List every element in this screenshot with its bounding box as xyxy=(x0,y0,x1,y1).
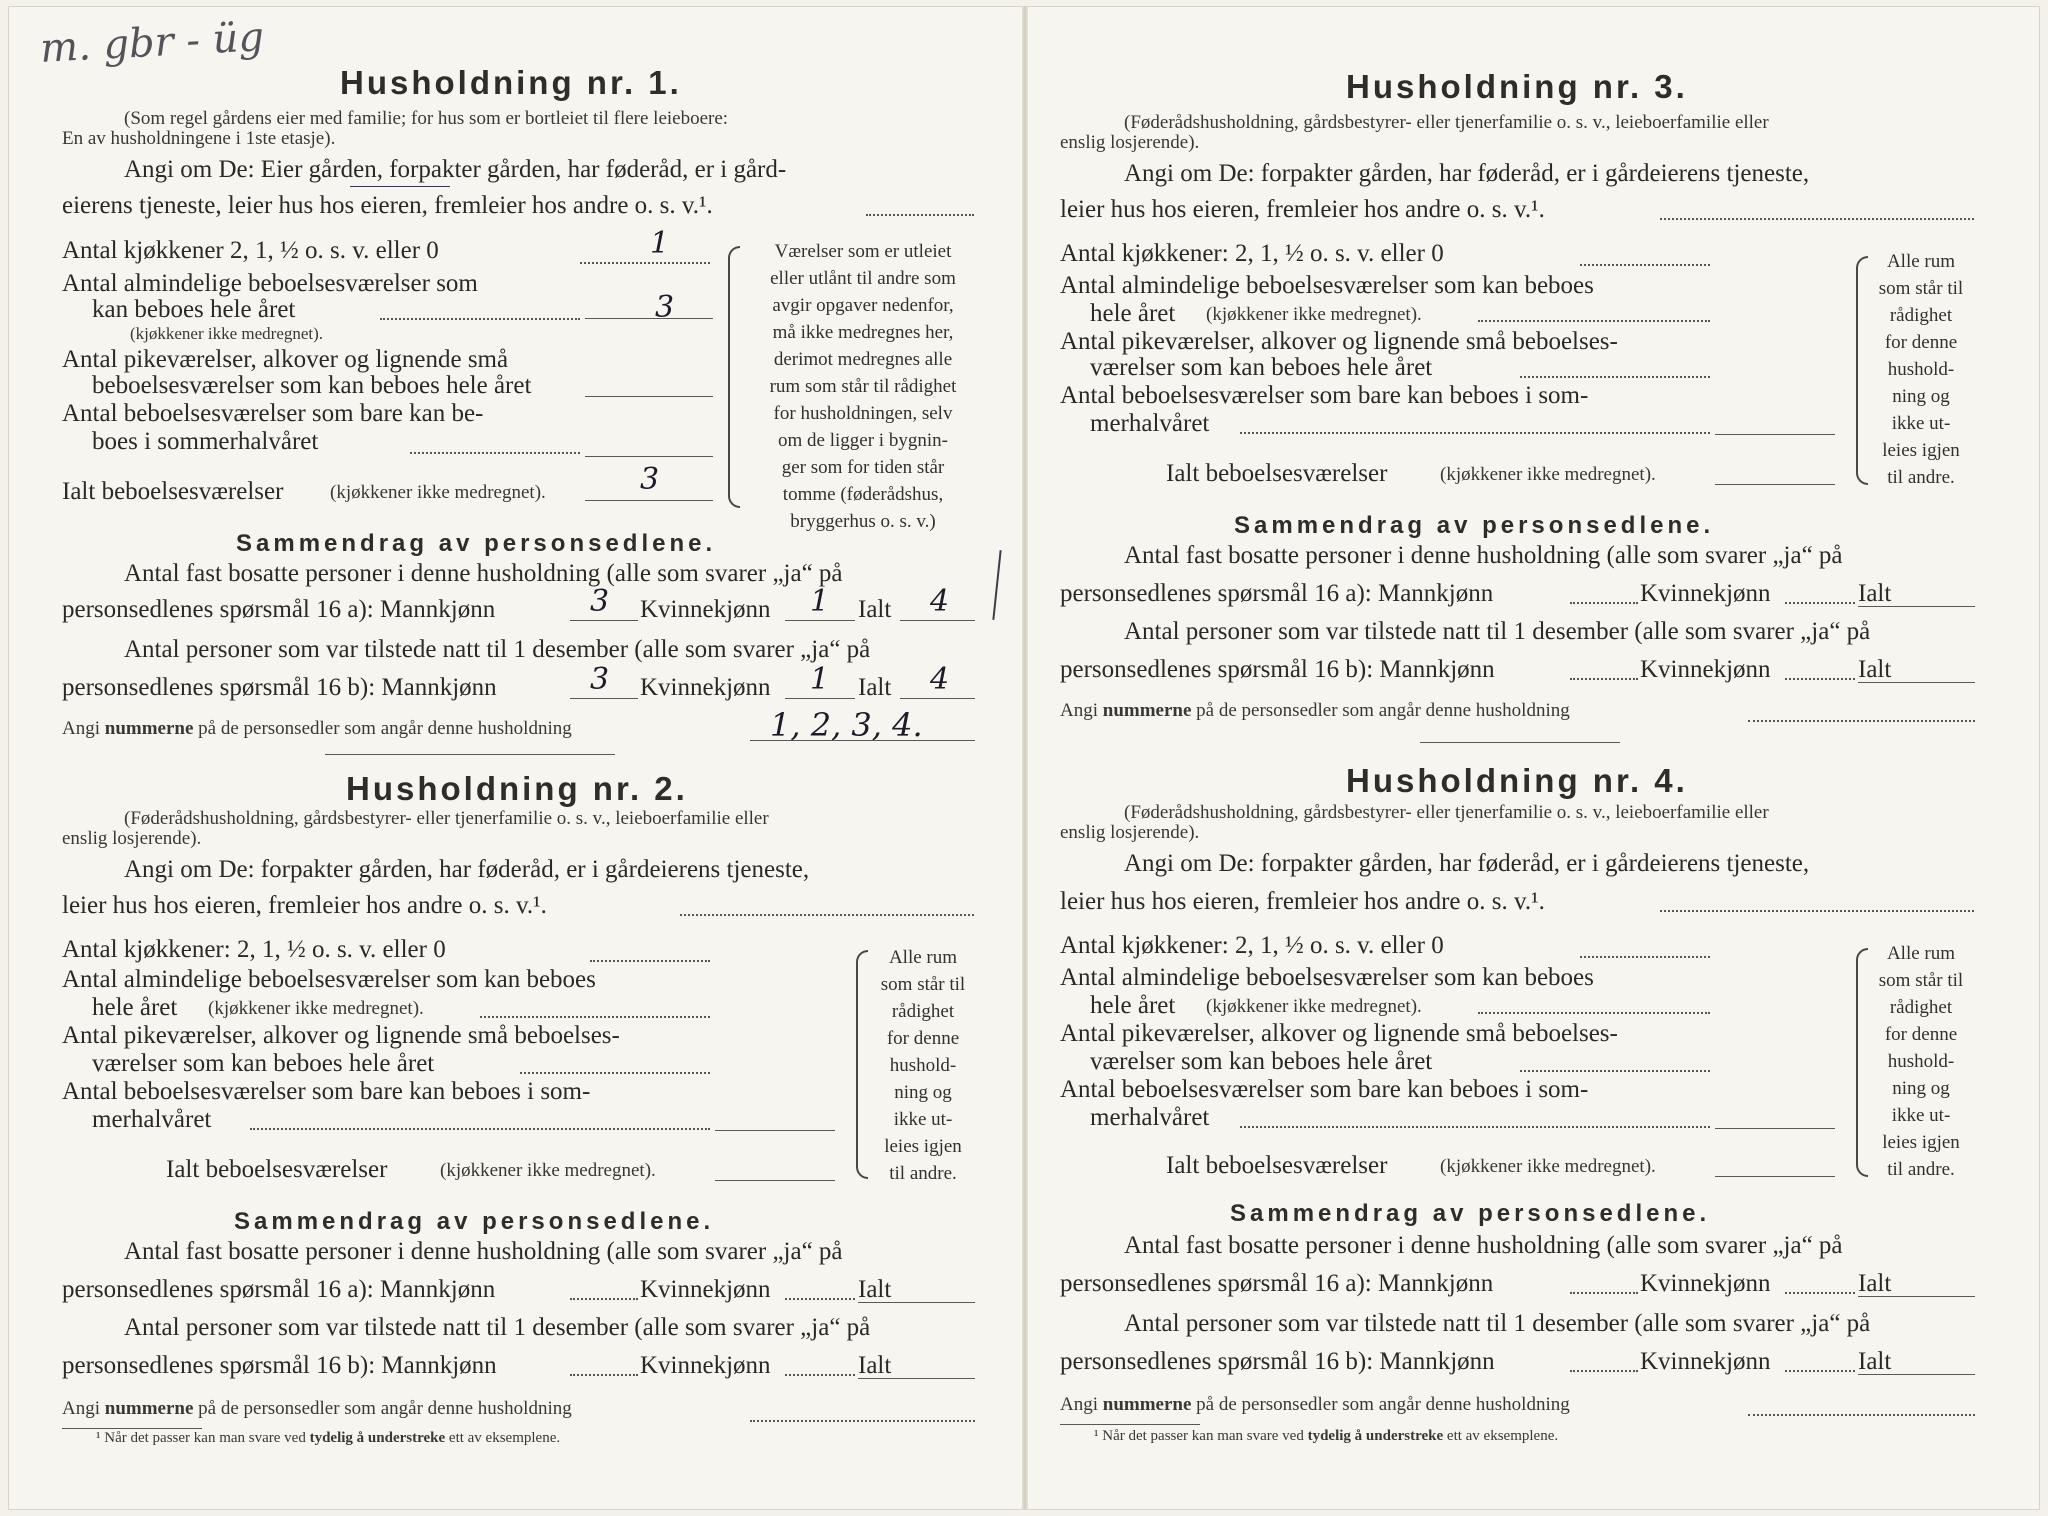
household-3-q-summer-line2: merhalvåret xyxy=(1090,410,1210,437)
household-2-resident-female-label: Kvinnekjønn xyxy=(640,1276,771,1303)
household-1-a-present-total: 4 xyxy=(930,662,950,697)
household-2-intro: (Føderådshusholdning, gårdsbestyrer- eller tjenerfamilie o. s. v., leieboerfamilie eller xyxy=(124,808,769,829)
household-1-summary-title: Sammendrag av personsedlene. xyxy=(236,530,717,557)
household-4-present-line2: personsedlenes spørsmål 16 b): Mannkjønn xyxy=(1060,1348,1495,1375)
household-1-present-line1: Antal personer som var tilstede natt til 1 desember (alle som svarer „ja“ på xyxy=(124,636,871,663)
household-4-summary-title: Sammendrag av personsedlene. xyxy=(1230,1200,1711,1227)
household-3-numbers-label: Angi nummerne på de personsedler som angår denne husholdning xyxy=(1060,700,1570,721)
household-4-q-summer-line1: Antal beboelsesværelser som bare kan beboes i som- xyxy=(1060,1076,1589,1103)
margin-scribble: m. gbr - üg xyxy=(38,14,266,72)
household-4-footnote: ¹ Når det passer kan man svare ved tydelig å understreke ett av eksemplene. xyxy=(1094,1428,1559,1444)
household-4-resident-line1: Antal fast bosatte personer i denne husholdning (alle som svarer „ja“ på xyxy=(1124,1232,1843,1259)
household-3-intro2: enslig losjerende). xyxy=(1060,132,1200,153)
household-2-resident-line2: personsedlenes spørsmål 16 a): Mannkjønn xyxy=(62,1276,496,1303)
household-3-q-summer-line1: Antal beboelsesværelser som bare kan beboes i som- xyxy=(1060,382,1589,409)
household-1-present-total-label: Ialt xyxy=(858,674,892,701)
household-1-q-rooms-line1: Antal almindelige beboelsesværelser som xyxy=(62,270,478,297)
household-3-resident-line2: personsedlenes spørsmål 16 a): Mannkjønn xyxy=(1060,580,1494,607)
household-2-q-summer-line1: Antal beboelsesværelser som bare kan beboes i som- xyxy=(62,1078,591,1105)
household-4-resident-female-label: Kvinnekjønn xyxy=(1640,1270,1771,1297)
household-3-resident-female-label: Kvinnekjønn xyxy=(1640,580,1771,607)
household-1-numbers-label: Angi nummerne på de personsedler som angår denne husholdning xyxy=(62,718,572,739)
household-3-side-note: Alle rum som står til rådighet for denne hushold- ning og ikke ut- leies igjen til andre. xyxy=(1878,251,1964,488)
household-3-present-line2: personsedlenes spørsmål 16 b): Mannkjønn xyxy=(1060,656,1495,683)
household-3-q-maid-line1: Antal pikeværelser, alkover og lignende små beboelses- xyxy=(1060,328,1618,355)
household-4-q-kitchens: Antal kjøkkener: 2, 1, ½ o. s. v. eller 0 xyxy=(1060,932,1444,959)
household-1-q-rooms-line2: kan beboes hele året xyxy=(92,296,296,323)
household-1-q-summer-line2: boes i sommerhalvåret xyxy=(92,428,319,455)
household-1-resident-line2: personsedlenes spørsmål 16 a): Mannkjønn xyxy=(62,596,496,623)
household-1-q-total: Ialt beboelsesværelser xyxy=(62,478,284,505)
household-1-q-summer-line1: Antal beboelsesværelser som bare kan be- xyxy=(62,400,484,427)
household-2-q-summer-line2: merhalvåret xyxy=(92,1106,212,1133)
household-3-q-maid-line2: værelser som kan beboes hele året xyxy=(1090,354,1433,381)
household-1-present-female-label: Kvinnekjønn xyxy=(640,674,771,701)
household-3-resident-line1: Antal fast bosatte personer i denne husholdning (alle som svarer „ja“ på xyxy=(1124,542,1843,569)
household-1-title: Husholdning nr. 1. xyxy=(340,64,682,101)
household-2-q-rooms-line1: Antal almindelige beboelsesværelser som kan beboes xyxy=(62,966,596,993)
household-4-resident-line2: personsedlenes spørsmål 16 a): Mannkjønn xyxy=(1060,1270,1494,1297)
household-1-resident-female-label: Kvinnekjønn xyxy=(640,596,771,623)
household-3-summary-title: Sammendrag av personsedlene. xyxy=(1234,512,1715,539)
household-2-angi-line2: leier hus hos eieren, fremleier hos andre o. s. v.¹. xyxy=(62,892,547,919)
household-4-q-rooms-note: (kjøkkener ikke medregnet). xyxy=(1206,996,1422,1017)
household-1-resident-line1: Antal fast bosatte personer i denne husholdning (alle som svarer „ja“ på xyxy=(124,560,843,587)
household-3-q-rooms-note: (kjøkkener ikke medregnet). xyxy=(1206,304,1422,325)
household-1-q-total-note: (kjøkkener ikke medregnet). xyxy=(330,482,546,503)
household-2-numbers-label: Angi nummerne på de personsedler som angår denne husholdning xyxy=(62,1398,572,1419)
household-1-intro2: En av husholdningene i 1ste etasje). xyxy=(62,128,336,149)
household-4-q-maid-line2: værelser som kan beboes hele året xyxy=(1090,1048,1433,1075)
household-2-q-kitchens: Antal kjøkkener: 2, 1, ½ o. s. v. eller 0 xyxy=(62,936,446,963)
household-4-intro2: enslig losjerende). xyxy=(1060,822,1200,843)
household-2-present-line1: Antal personer som var tilstede natt til 1 desember (alle som svarer „ja“ på xyxy=(124,1314,871,1341)
household-2-q-rooms-note: (kjøkkener ikke medregnet). xyxy=(208,998,424,1019)
household-3-present-line1: Antal personer som var tilstede natt til 1 desember (alle som svarer „ja“ på xyxy=(1124,618,1871,645)
household-1-a-resident-female: 1 xyxy=(810,584,830,619)
household-4-present-total-label: Ialt xyxy=(1858,1348,1892,1375)
household-2-q-maid-line1: Antal pikeværelser, alkover og lignende små beboelses- xyxy=(62,1022,620,1049)
household-2-angi-line1: Angi om De: forpakter gården, har føderåd, er i gårdeierens tjeneste, xyxy=(124,856,810,883)
household-2-present-total-label: Ialt xyxy=(858,1352,892,1379)
household-1-resident-total-label: Ialt xyxy=(858,596,892,623)
household-3-angi-line1: Angi om De: forpakter gården, har føderåd, er i gårdeierens tjeneste, xyxy=(1124,160,1810,187)
household-3-q-rooms-line2: hele året xyxy=(1090,300,1176,327)
household-4-q-maid-line1: Antal pikeværelser, alkover og lignende små beboelses- xyxy=(1060,1020,1618,1047)
household-4-resident-total-label: Ialt xyxy=(1858,1270,1892,1297)
page-fold xyxy=(1022,6,1028,1510)
household-3-present-total-label: Ialt xyxy=(1858,656,1892,683)
household-3-resident-total-label: Ialt xyxy=(1858,580,1892,607)
household-2-footnote: ¹ Når det passer kan man svare ved tydelig å understreke ett av eksemplene. xyxy=(96,1430,561,1446)
household-1-angi-line1: Angi om De: Eier gården, forpakter gården, har føderåd, er i gård- xyxy=(124,156,787,183)
household-4-numbers-label: Angi nummerne på de personsedler som angår denne husholdning xyxy=(1060,1394,1570,1415)
household-2-summary-title: Sammendrag av personsedlene. xyxy=(234,1208,715,1235)
household-4-q-rooms-line2: hele året xyxy=(1090,992,1176,1019)
household-3-q-total: Ialt beboelsesværelser xyxy=(1166,460,1388,487)
household-2-present-line2: personsedlenes spørsmål 16 b): Mannkjønn xyxy=(62,1352,497,1379)
household-3-angi-line2: leier hus hos eieren, fremleier hos andre o. s. v.¹. xyxy=(1060,196,1545,223)
household-1-q-kitchens: Antal kjøkkener 2, 1, ½ o. s. v. eller 0 xyxy=(62,237,439,264)
household-2-q-rooms-line2: hele året xyxy=(92,994,178,1021)
household-2-side-note: Alle rum som står til rådighet for denne hushold- ning og ikke ut- leies igjen til andre. xyxy=(880,947,966,1184)
household-1-present-line2: personsedlenes spørsmål 16 b): Mannkjønn xyxy=(62,674,497,701)
household-2-resident-total-label: Ialt xyxy=(858,1276,892,1303)
household-1-a-kitchens: 1 xyxy=(650,226,670,261)
household-1-q-maid-line2: beboelsesværelser som kan beboes hele året xyxy=(92,372,532,399)
household-2-q-maid-line2: værelser som kan beboes hele året xyxy=(92,1050,435,1077)
household-4-present-line1: Antal personer som var tilstede natt til 1 desember (alle som svarer „ja“ på xyxy=(1124,1310,1871,1337)
household-4-q-summer-line2: merhalvåret xyxy=(1090,1104,1210,1131)
household-4-angi-line2: leier hus hos eieren, fremleier hos andre o. s. v.¹. xyxy=(1060,888,1545,915)
household-1-angi-line2: eierens tjeneste, leier hus hos eieren, fremleier hos andre o. s. v.¹. xyxy=(62,192,713,219)
household-2-intro2: enslig losjerende). xyxy=(62,828,202,849)
household-4-title: Husholdning nr. 4. xyxy=(1346,762,1688,799)
household-2-present-female-label: Kvinnekjønn xyxy=(640,1352,771,1379)
household-2-q-total: Ialt beboelsesværelser xyxy=(166,1156,388,1183)
household-3-q-total-note: (kjøkkener ikke medregnet). xyxy=(1440,464,1656,485)
household-3-present-female-label: Kvinnekjønn xyxy=(1640,656,1771,683)
household-1-a-resident-male: 3 xyxy=(590,584,610,619)
household-1-a-present-female: 1 xyxy=(810,662,830,697)
household-1-a-total: 3 xyxy=(640,462,660,497)
household-1-a-present-male: 3 xyxy=(590,662,610,697)
household-4-present-female-label: Kvinnekjønn xyxy=(1640,1348,1771,1375)
household-2-title: Husholdning nr. 2. xyxy=(346,770,688,807)
household-1-intro: (Som regel gårdens eier med familie; for hus som er bortleiet til flere leieboere: xyxy=(124,108,729,129)
household-1-a-numbers: 1, 2, 3, 4. xyxy=(770,706,923,744)
household-3-title: Husholdning nr. 3. xyxy=(1346,68,1688,105)
household-4-q-rooms-line1: Antal almindelige beboelsesværelser som kan beboes xyxy=(1060,964,1594,991)
household-1-q-maid-line1: Antal pikeværelser, alkover og lignende små xyxy=(62,346,509,373)
household-4-angi-line1: Angi om De: forpakter gården, har føderåd, er i gårdeierens tjeneste, xyxy=(1124,850,1810,877)
household-1-a-resident-total: 4 xyxy=(930,584,950,619)
household-4-q-total: Ialt beboelsesværelser xyxy=(1166,1152,1388,1179)
household-3-intro: (Føderådshusholdning, gårdsbestyrer- eller tjenerfamilie o. s. v., leieboerfamilie eller xyxy=(1124,112,1769,133)
household-1-q-rooms-note: (kjøkkener ikke medregnet). xyxy=(130,324,324,343)
household-1-side-note: Værelser som er utleiet eller utlånt til andre som avgir opgaver nedenfor, må ikke medregnes her, derimot medregnes alle rum som står til rådighet for husholdningen, selv om de ligger i bygnin- ger som for tiden står tomme (føderådshus, bryggerhus o. s. v.) xyxy=(769,241,957,532)
household-4-side-note: Alle rum som står til rådighet for denne hushold- ning og ikke ut- leies igjen til andre. xyxy=(1878,943,1964,1180)
household-3-q-rooms-line1: Antal almindelige beboelsesværelser som kan beboes xyxy=(1060,272,1594,299)
household-2-q-total-note: (kjøkkener ikke medregnet). xyxy=(440,1160,656,1181)
household-4-intro: (Føderådshusholdning, gårdsbestyrer- eller tjenerfamilie o. s. v., leieboerfamilie eller xyxy=(1124,802,1769,823)
household-2-resident-line1: Antal fast bosatte personer i denne husholdning (alle som svarer „ja“ på xyxy=(124,1238,843,1265)
household-1-a-rooms: 3 xyxy=(655,290,675,325)
household-3-q-kitchens: Antal kjøkkener: 2, 1, ½ o. s. v. eller 0 xyxy=(1060,240,1444,267)
household-4-q-total-note: (kjøkkener ikke medregnet). xyxy=(1440,1156,1656,1177)
